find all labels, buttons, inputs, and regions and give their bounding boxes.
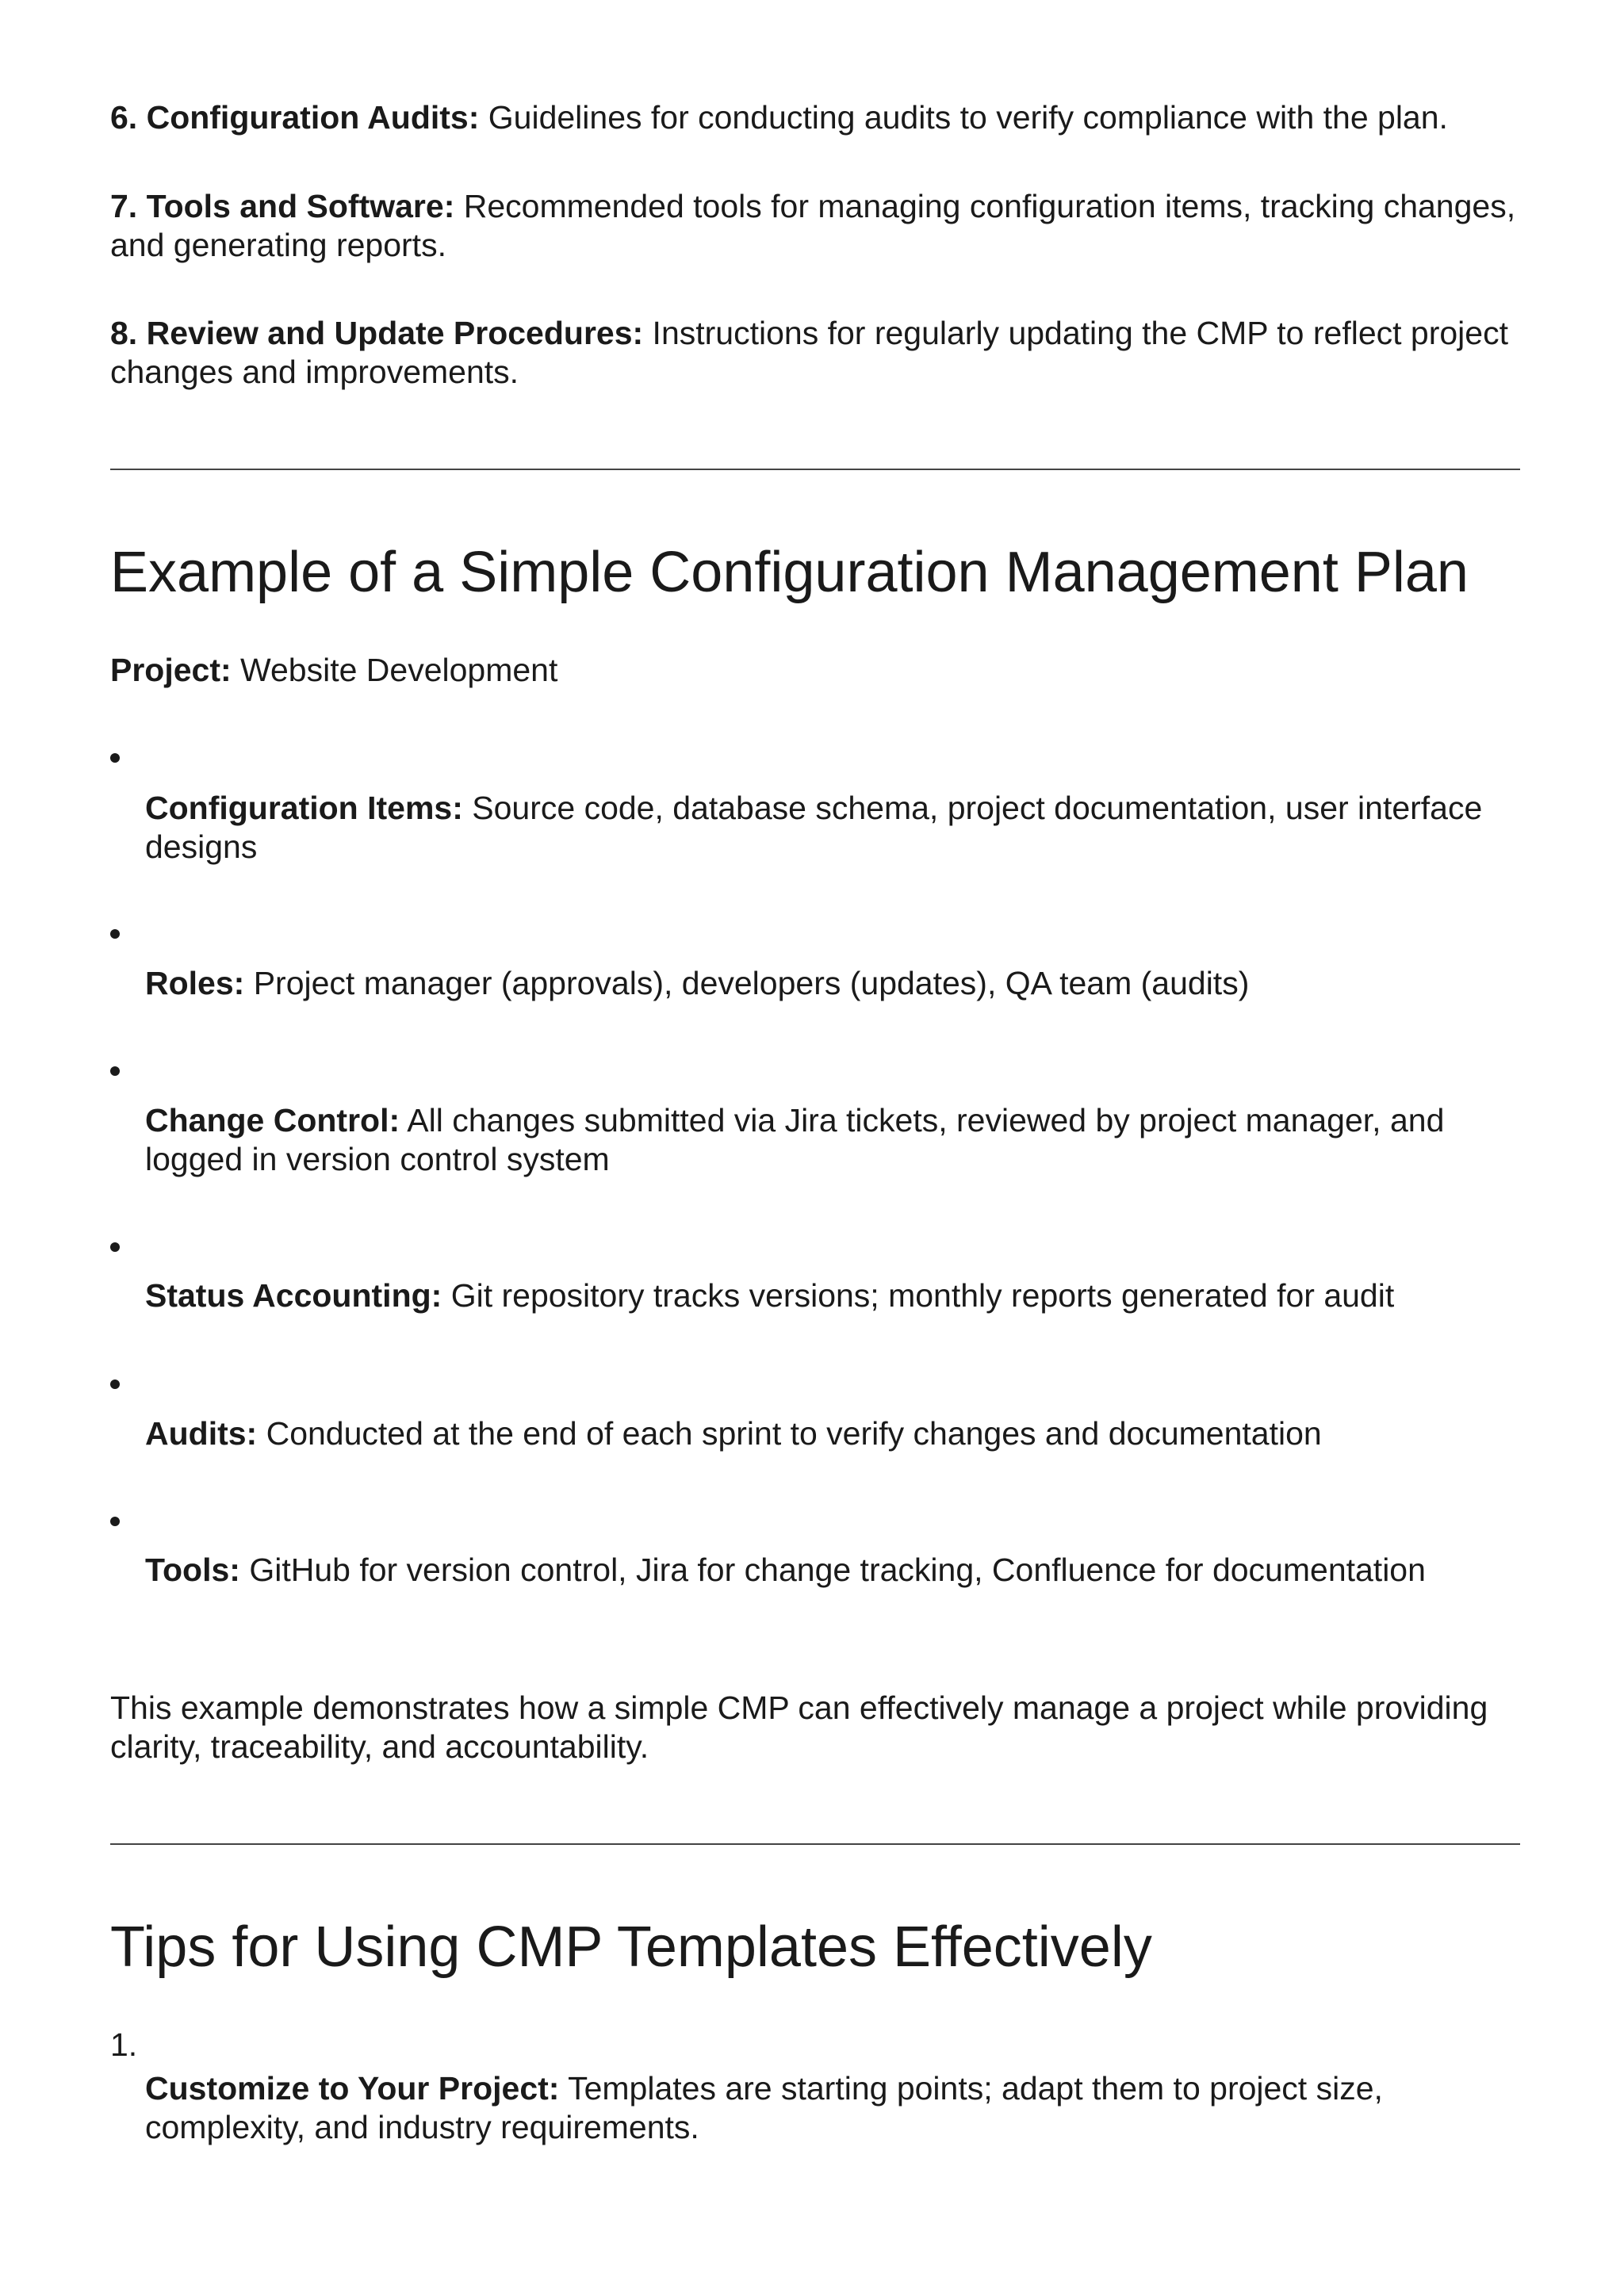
bullet-label: Status Accounting: bbox=[145, 1277, 442, 1314]
bullet-body: Git repository tracks versions; monthly reports generated for audit bbox=[442, 1277, 1395, 1314]
intro-item-label: 6. Configuration Audits: bbox=[110, 99, 480, 136]
bullet-body: Conducted at the end of each sprint to verify changes and documentation bbox=[257, 1415, 1322, 1452]
example-summary: This example demonstrates how a simple CMP can effectively manage a project while providing clarity, traceability, and accountability. bbox=[110, 1689, 1488, 1765]
intro-item-review-and-update bbox=[110, 314, 1520, 392]
bullet-text bbox=[145, 1101, 1520, 1179]
bullet-label: Configuration Items: bbox=[145, 790, 463, 826]
example-heading: Example of a Simple Configuration Management Plan bbox=[110, 541, 1469, 604]
bullet-dot bbox=[110, 753, 120, 763]
bullet-text bbox=[145, 964, 1520, 1003]
intro-item-label: 8. Review and Update Procedures: bbox=[110, 315, 644, 351]
bullet-label: Roles: bbox=[145, 965, 245, 1001]
intro-item-text: Guidelines for conducting audits to verify compliance with the plan. bbox=[479, 99, 1448, 136]
bullet-dot bbox=[110, 1242, 120, 1252]
intro-item-tools-and-software bbox=[110, 187, 1520, 265]
section-divider bbox=[110, 1843, 1520, 1845]
bullet-dot bbox=[110, 1066, 120, 1076]
bullet-body: GitHub for version control, Jira for change tracking, Confluence for documentation bbox=[239, 1552, 1426, 1588]
intro-item-label: 7. Tools and Software: bbox=[110, 188, 455, 224]
intro-item-configuration-audits bbox=[110, 98, 1520, 137]
section-divider bbox=[110, 469, 1520, 470]
bullet-label: Change Control: bbox=[145, 1102, 400, 1138]
bullet-text bbox=[145, 1414, 1520, 1453]
bullet-body: Project manager (approvals), developers (updates), QA team (audits) bbox=[244, 965, 1250, 1001]
bullet-body: All changes submitted via Jira tickets, reviewed by project manager, and logged in version control system bbox=[145, 1102, 1445, 1177]
bullet-dot bbox=[110, 1517, 120, 1526]
bullet-label: Audits: bbox=[145, 1415, 258, 1452]
project-label: Project: bbox=[110, 652, 232, 688]
bullet-text bbox=[145, 1551, 1520, 1590]
project-line bbox=[110, 651, 1520, 690]
bullet-label: Tools: bbox=[145, 1552, 240, 1588]
bullet-dot bbox=[110, 1380, 120, 1389]
list-number: 1. bbox=[110, 2026, 138, 2063]
tip-body: Templates are starting points; adapt them to project size, complexity, and industry requirements. bbox=[145, 2070, 1383, 2145]
bullet-text bbox=[145, 789, 1520, 867]
bullet-body: Source code, database schema, project documentation, user interface designs bbox=[145, 790, 1483, 865]
tips-heading: Tips for Using CMP Templates Effectively bbox=[110, 1915, 1152, 1979]
project-value: Website Development bbox=[231, 652, 558, 688]
bullet-dot bbox=[110, 929, 120, 939]
tip-text bbox=[145, 2069, 1520, 2147]
bullet-text bbox=[145, 1276, 1520, 1315]
intro-item-text: Instructions for regularly updating the CMP to reflect project changes and improvements. bbox=[110, 315, 1508, 390]
intro-item-text: Recommended tools for managing configuration items, tracking changes, and generating reports. bbox=[110, 188, 1516, 263]
tip-label: Customize to Your Project: bbox=[145, 2070, 560, 2107]
